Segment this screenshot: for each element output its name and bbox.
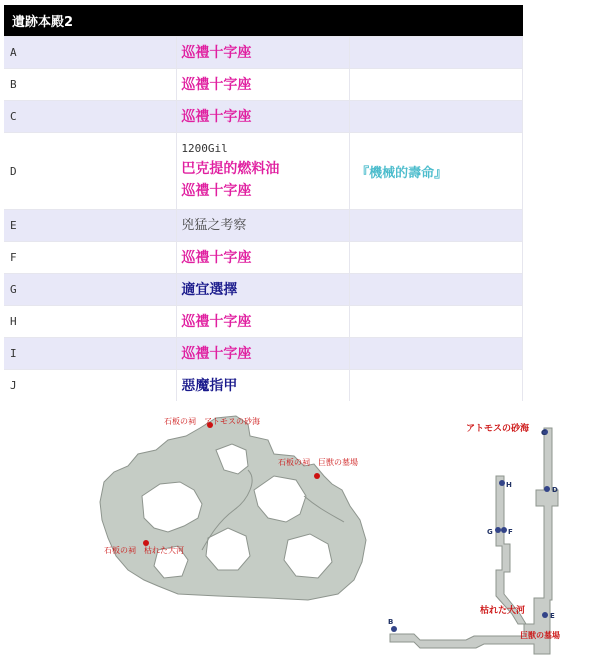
row-item-cell <box>177 306 350 338</box>
row-extra-cell <box>350 69 523 101</box>
map-right-label-river: 枯れた大河 <box>480 606 526 616</box>
treasure-table <box>4 5 523 401</box>
row-key: G <box>4 274 177 306</box>
row-item-cell <box>177 338 350 370</box>
table-row <box>4 274 523 306</box>
row-item: 巡禮十字座 <box>181 76 252 93</box>
table-row <box>4 101 523 133</box>
row-key: A <box>4 37 177 69</box>
row-key: J <box>4 370 177 402</box>
table-row <box>4 69 523 101</box>
row-extra-cell <box>350 37 523 69</box>
row-key: D <box>4 133 177 210</box>
map-right-marker-g: G <box>487 528 493 536</box>
map-right-marker-f: F <box>508 528 513 536</box>
map-right-label-atmos: アトモスの砂海 <box>466 424 530 434</box>
row-item-cell <box>177 101 350 133</box>
map-left-label-graveyard: 石板の祠 巨獣の墓場 <box>278 458 358 467</box>
row-item-cell <box>177 37 350 69</box>
table-row <box>4 370 523 402</box>
row-item: 巡禮十字座 <box>181 249 252 266</box>
row-item: 巴克提的燃料油 <box>181 161 280 177</box>
map-left-label-atmos: 石板の祠 アトモスの砂海 <box>164 417 260 426</box>
map-right-marker-e: E <box>550 612 555 620</box>
map-right-marker-h: H <box>506 481 512 489</box>
row-extra-cell <box>350 274 523 306</box>
row-item-cell <box>177 133 350 210</box>
row-key: B <box>4 69 177 101</box>
map-right-marker-b: B <box>388 618 394 626</box>
row-item: 兇猛之考察 <box>181 217 247 233</box>
row-item-cell <box>177 242 350 274</box>
table-header-row <box>4 5 523 37</box>
row-key: E <box>4 210 177 242</box>
map-right-marker-d: D <box>552 486 558 494</box>
row-extra-cell <box>350 101 523 133</box>
row-extra-cell <box>350 133 523 210</box>
table-title: 遺跡本殿2 <box>4 5 523 37</box>
row-item: 巡禮十字座 <box>181 44 252 61</box>
table-row <box>4 242 523 274</box>
row-item-cell <box>177 69 350 101</box>
row-item-cell <box>177 274 350 306</box>
area-map-left <box>98 410 370 605</box>
map-right-marker-c: C <box>541 429 547 437</box>
row-extra-cell <box>350 242 523 274</box>
row-item: 巡禮十字座 <box>181 183 252 199</box>
row-item: 巡禮十字座 <box>181 108 252 125</box>
row-key: I <box>4 338 177 370</box>
row-key: F <box>4 242 177 274</box>
row-key: H <box>4 306 177 338</box>
map-left-label-river: 石板の祠 枯れた大河 <box>104 546 184 555</box>
row-extra-cell <box>350 210 523 242</box>
row-extra: 『機械的壽命』 <box>356 165 448 181</box>
row-item: 巡禮十字座 <box>181 313 252 330</box>
row-item: 巡禮十字座 <box>181 345 252 362</box>
row-item: 惡魔指甲 <box>181 377 238 394</box>
row-extra-cell <box>350 338 523 370</box>
row-key: C <box>4 101 177 133</box>
row-item-cell <box>177 210 350 242</box>
table-row <box>4 338 523 370</box>
map-right-label-graveyard: 巨獣の墓場 <box>520 631 560 640</box>
area-map-right <box>384 410 604 655</box>
table-row <box>4 133 523 210</box>
row-item-cell <box>177 370 350 402</box>
table-row <box>4 306 523 338</box>
row-extra-cell <box>350 370 523 402</box>
table-row <box>4 210 523 242</box>
row-gil: 1200Gil <box>181 142 228 155</box>
table-row <box>4 37 523 69</box>
row-extra-cell <box>350 306 523 338</box>
row-item: 適宜選擇 <box>181 281 238 298</box>
